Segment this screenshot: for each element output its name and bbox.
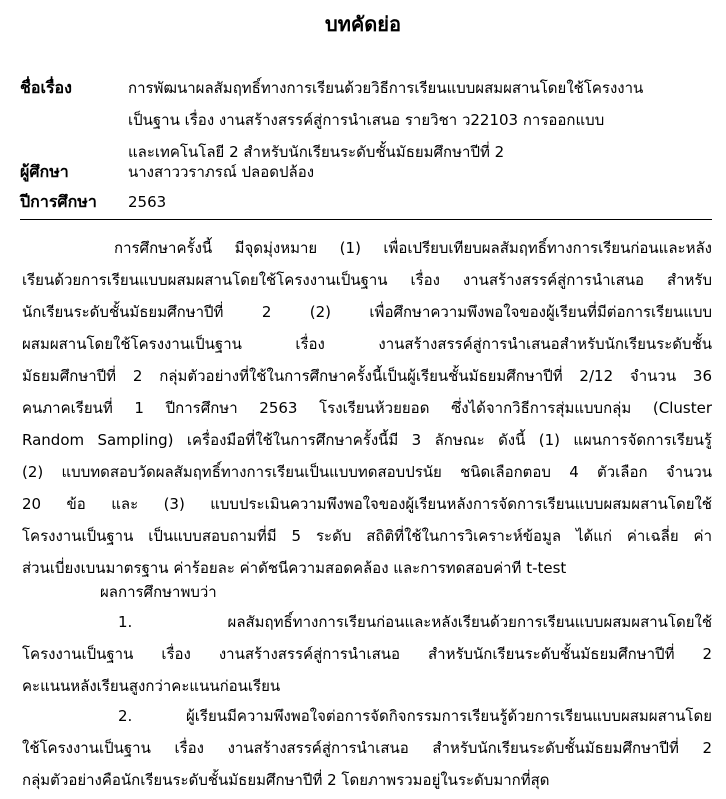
- researcher-value: นางสาววราภรณ์ ปลอดปล้อง: [128, 163, 315, 181]
- topic-line: การพัฒนาผลสัมฤทธิ์ทางการเรียนด้วยวิธีการเรียนแบบผสมผสานโดยใช้โครงงาน: [128, 79, 644, 97]
- result-line: คะแนนหลังเรียนสูงกว่าคะแนนก่อนเรียน: [22, 677, 281, 695]
- abstract-line: มัธยมศึกษาปีที่ 2 กลุ่มตัวอย่างที่ใช้ในการศึกษาครั้งนี้เป็นผู้เรียนชั้นมัธยมศึกษาปีที่ 2/12 จำนวน 36: [22, 367, 712, 385]
- abstract-line: Random Sampling) เครื่องมือที่ใช้ในการศึกษาครั้งนี้มี 3 ลักษณะ ดังนี้ (1) แผนการจัดการเรียนรู้: [22, 431, 712, 449]
- abstract-line: นักเรียนระดับชั้นมัธยมศึกษาปีที่ 2 (2) เพื่อศึกษาความพึงพอใจของผู้เรียนที่มีต่อการเรียนแบบ: [22, 303, 712, 321]
- topic-label: ชื่อเรื่อง: [20, 78, 72, 97]
- year-label: ปีการศึกษา: [20, 192, 97, 211]
- results-heading: ผลการศึกษาพบว่า: [100, 583, 217, 601]
- result-item-2: [22, 700, 712, 796]
- abstract-line: โครงงานเป็นฐาน เป็นแบบสอบถามที่มี 5 ระดับ สถิติที่ใช้ในการวิเคราะห์ข้อมูล ได้แก่ ค่าเฉลี่ย ค่า: [22, 527, 712, 545]
- year-value: 2563: [128, 193, 167, 211]
- topic-row: [20, 72, 716, 168]
- result-line: กลุ่มตัวอย่างคือนักเรียนระดับชั้นมัธยมศึกษาปีที่ 2 โดยภาพรวมอยู่ในระดับมากที่สุด: [22, 771, 550, 789]
- abstract-line: ผสมผสานโดยใช้โครงงานเป็นฐาน เรื่อง งานสร้างสรรค์สู่การนำเสนอสำหรับนักเรียนระดับชั้น: [22, 335, 712, 353]
- abstract-paragraph: [22, 232, 712, 584]
- topic-line: เป็นฐาน เรื่อง งานสร้างสรรค์สู่การนำเสนอ รายวิชา ว22103 การออกแบบ: [128, 111, 605, 129]
- abstract-line: 20 ข้อ และ (3) แบบประเมินความพึงพอใจของผู้เรียนหลังการจัดการเรียนแบบผสมผสานโดยใช้: [22, 495, 712, 513]
- abstract-line: คนภาคเรียนที่ 1 ปีการศึกษา 2563 โรงเรียนห้วยยอด ซึ่งได้จากวิธีการสุ่มแบบกลุ่ม (Cluster: [22, 399, 712, 417]
- result-line: 2. ผู้เรียนมีความพึงพอใจต่อการจัดกิจกรรมการเรียนรู้ด้วยการเรียนแบบผสมผสานโดย: [118, 707, 712, 725]
- abstract-line: เรียนด้วยการเรียนแบบผสมผสานโดยใช้โครงงานเป็นฐาน เรื่อง งานสร้างสรรค์สู่การนำเสนอ สำหรับ: [22, 271, 712, 289]
- result-line: 1. ผลสัมฤทธิ์ทางการเรียนก่อนและหลังเรียนด้วยการเรียนแบบผสมผสานโดยใช้: [118, 613, 712, 631]
- researcher-label: ผู้ศึกษา: [20, 162, 69, 181]
- result-line: ใช้โครงงานเป็นฐาน เรื่อง งานสร้างสรรค์สู่การนำเสนอ สำหรับนักเรียนระดับชั้นมัธยมศึกษาปีที่ 2: [22, 739, 712, 757]
- topic-line: และเทคโนโลยี 2 สำหรับนักเรียนระดับชั้นมัธยมศึกษาปีที่ 2: [128, 143, 505, 161]
- topic-value: [128, 72, 716, 168]
- researcher-row: [20, 156, 716, 188]
- header-divider: [20, 219, 712, 220]
- page-title: บทคัดย่อ: [325, 12, 401, 36]
- abstract-line: การศึกษาครั้งนี้ มีจุดมุ่งหมาย (1) เพื่อเปรียบเทียบผลสัมฤทธิ์ทางการเรียนก่อนและหลัง: [114, 239, 712, 257]
- abstract-line: (2) แบบทดสอบวัดผลสัมฤทธิ์ทางการเรียนเป็นแบบทดสอบปรนัย ชนิดเลือกตอบ 4 ตัวเลือก จำนวน: [22, 463, 712, 481]
- result-line: โครงงานเป็นฐาน เรื่อง งานสร้างสรรค์สู่การนำเสนอ สำหรับนักเรียนระดับชั้นมัธยมศึกษาปีที่ 2: [22, 645, 712, 663]
- year-row: [20, 186, 716, 218]
- result-item-1: [22, 606, 712, 702]
- abstract-line: ส่วนเบี่ยงเบนมาตรฐาน ค่าร้อยละ ค่าดัชนีความสอดคล้อง และการทดสอบค่าที t-test: [22, 559, 567, 577]
